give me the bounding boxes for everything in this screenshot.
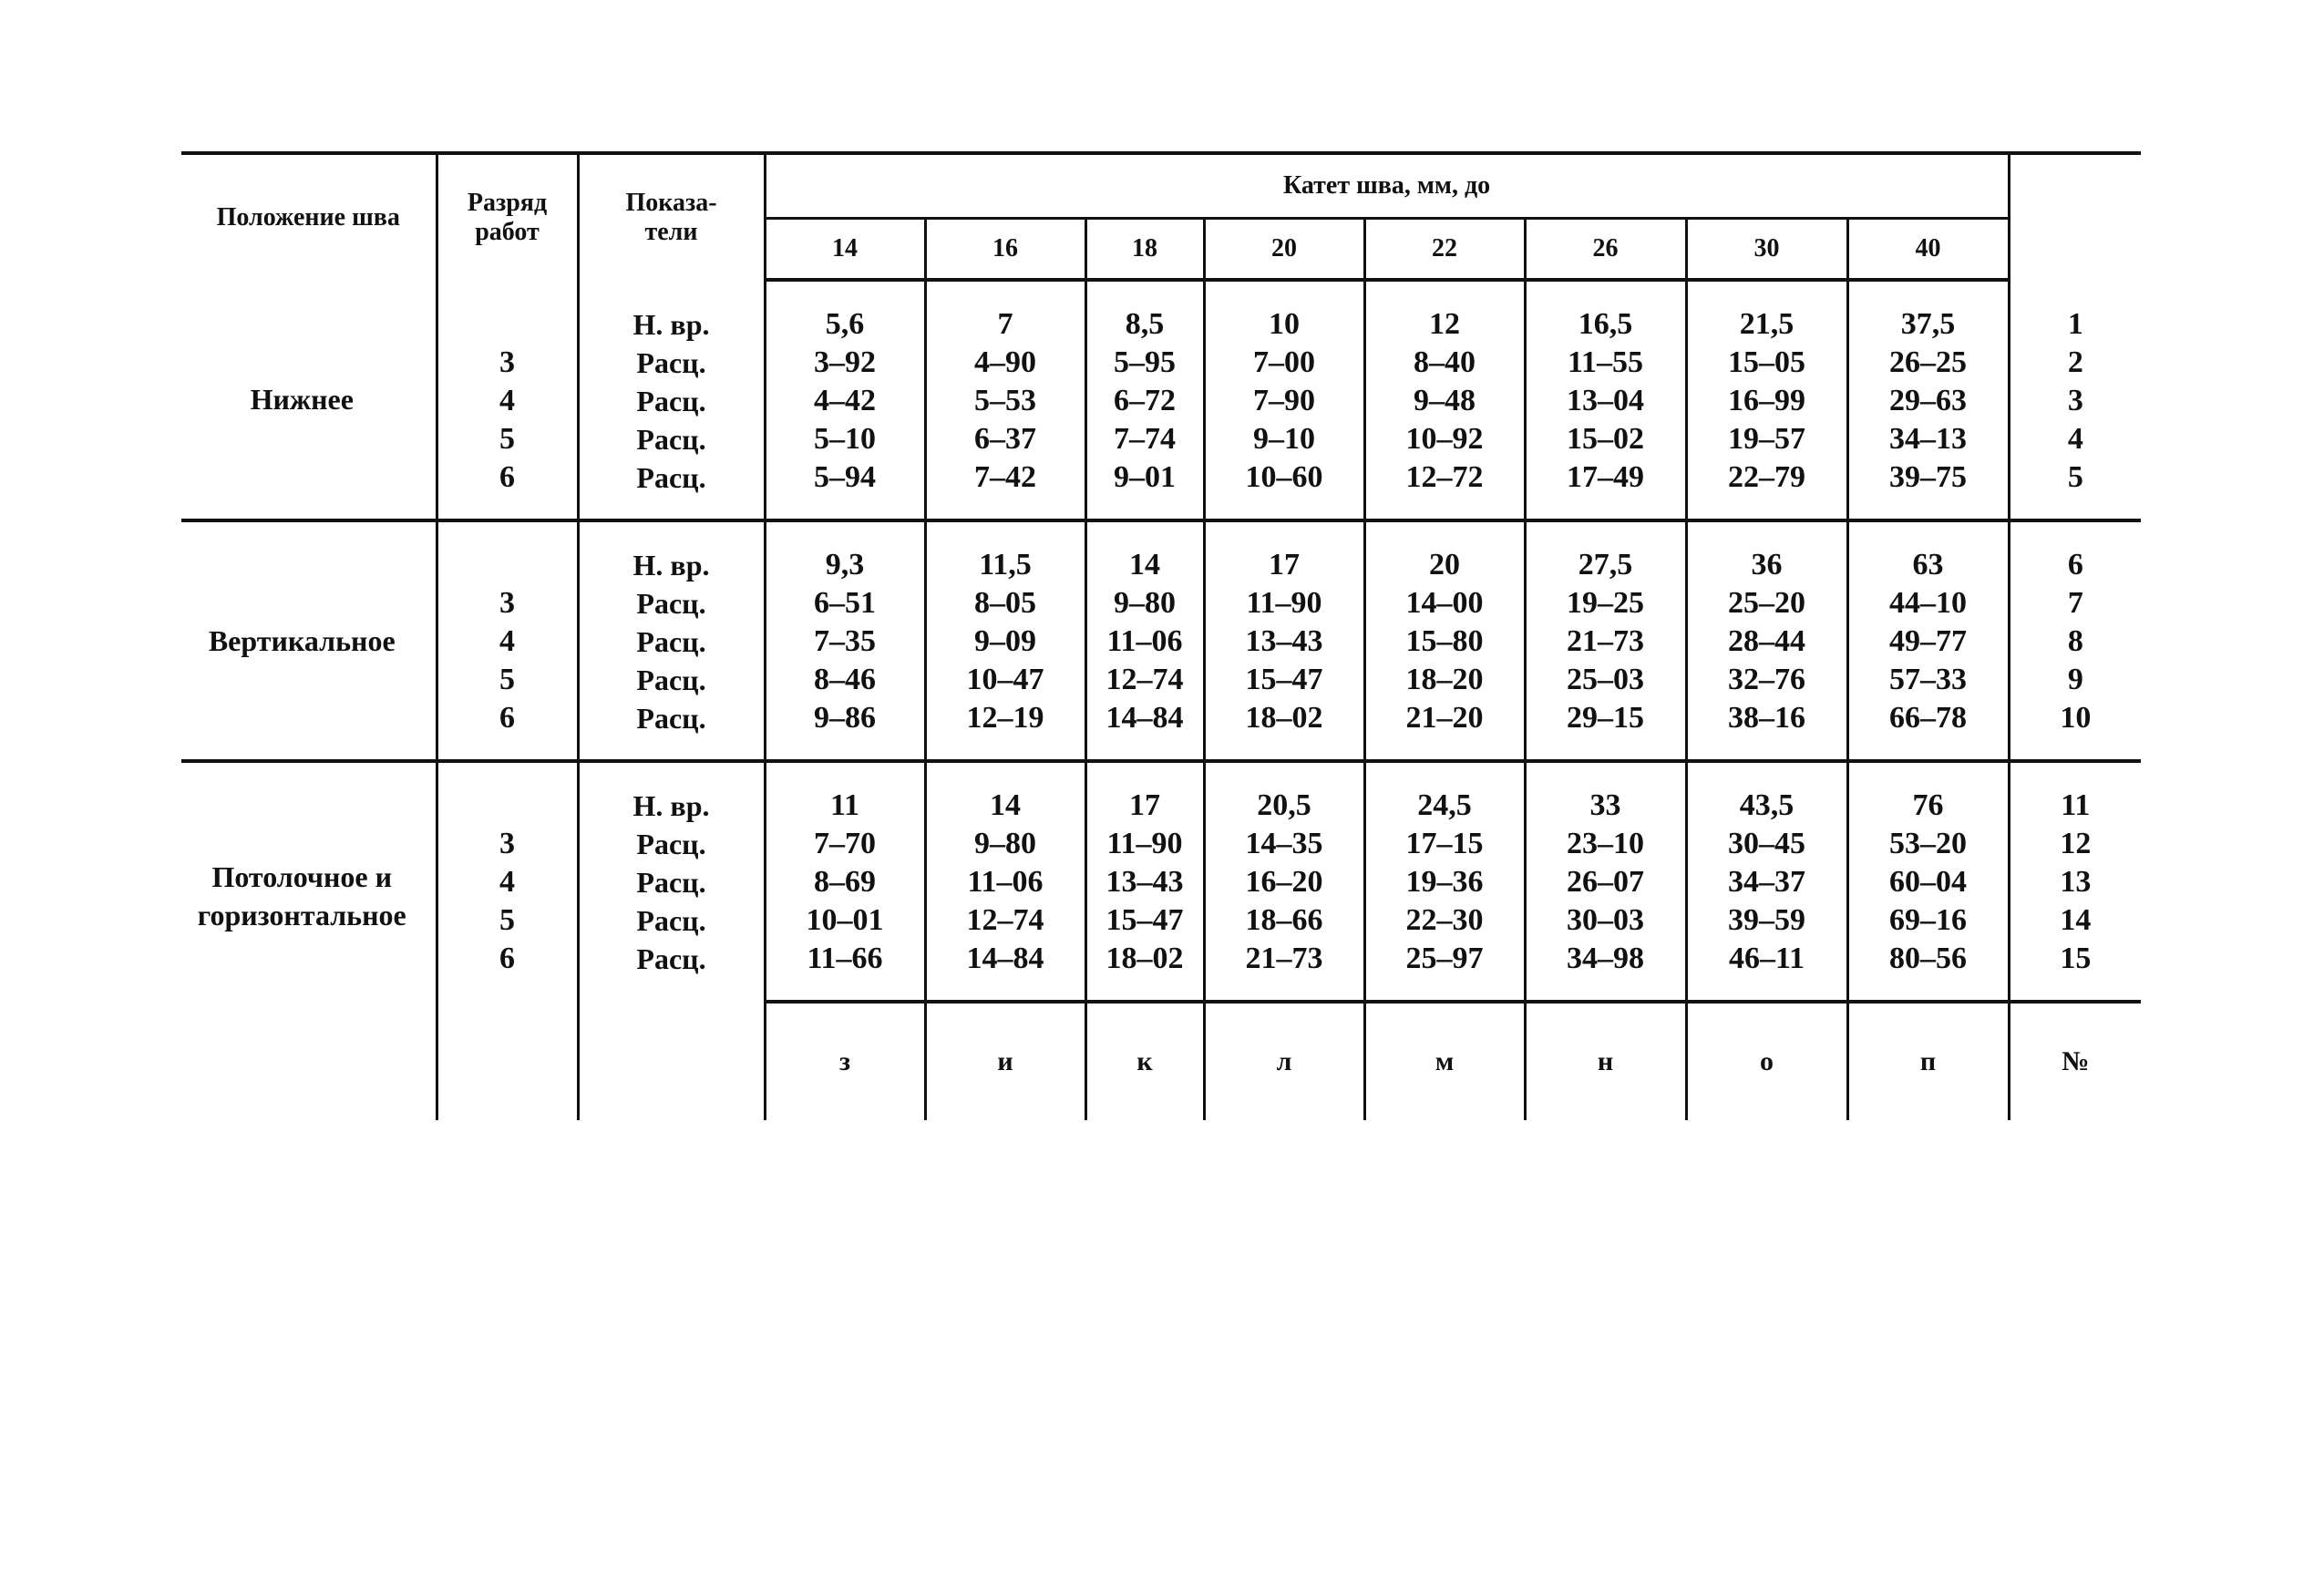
grade-cell: 3 bbox=[437, 825, 578, 863]
value-cell: 15–47 bbox=[1085, 901, 1204, 940]
value-cell: 17–15 bbox=[1364, 825, 1525, 863]
value-cell: 63 bbox=[1847, 546, 2009, 584]
size-header-26: 26 bbox=[1525, 219, 1686, 281]
value-cell: 80–56 bbox=[1847, 940, 2009, 978]
value-cell: 20,5 bbox=[1204, 787, 1364, 825]
value-cell: 10–47 bbox=[925, 661, 1085, 699]
size-header-18: 18 bbox=[1085, 219, 1204, 281]
value-cell: 9–10 bbox=[1204, 420, 1364, 458]
column-letter-cell: з bbox=[765, 1002, 925, 1120]
value-cell: 25–97 bbox=[1364, 940, 1525, 978]
indicator-cell: Н. вр. bbox=[578, 546, 765, 584]
value-cell: 36 bbox=[1686, 546, 1847, 584]
indicator-cell: Расц. bbox=[578, 825, 765, 863]
value-cell: 9–80 bbox=[1085, 584, 1204, 623]
position-label: Вертикальное bbox=[181, 520, 437, 761]
grade-cell bbox=[437, 787, 578, 825]
grade-cell: 5 bbox=[437, 661, 578, 699]
value-cell: 16–99 bbox=[1686, 382, 1847, 420]
header-indicators: Показа-тели bbox=[578, 153, 765, 280]
value-cell: 49–77 bbox=[1847, 623, 2009, 661]
value-cell: 34–37 bbox=[1686, 863, 1847, 901]
value-cell: 4–42 bbox=[765, 382, 925, 420]
value-cell: 27,5 bbox=[1525, 546, 1686, 584]
section-top-spacer bbox=[181, 280, 2141, 305]
grade-cell: 4 bbox=[437, 623, 578, 661]
value-cell: 5–95 bbox=[1085, 344, 1204, 382]
table-header bbox=[181, 153, 2141, 280]
size-header-40: 40 bbox=[1847, 219, 2009, 281]
value-cell: 44–10 bbox=[1847, 584, 2009, 623]
value-cell: 38–16 bbox=[1686, 699, 1847, 737]
column-letter-cell: л bbox=[1204, 1002, 1364, 1120]
column-letter-cell: к bbox=[1085, 1002, 1204, 1120]
value-cell: 21–73 bbox=[1204, 940, 1364, 978]
section-bottom-spacer bbox=[181, 737, 2141, 761]
value-cell: 15–02 bbox=[1525, 420, 1686, 458]
value-cell: 13–04 bbox=[1525, 382, 1686, 420]
section-top-spacer bbox=[181, 761, 2141, 787]
table-row bbox=[181, 661, 2141, 699]
value-cell: 22–79 bbox=[1686, 458, 1847, 497]
indicator-cell: Расц. bbox=[578, 940, 765, 978]
empty-letter-cell bbox=[578, 1002, 765, 1120]
value-cell: 20 bbox=[1364, 546, 1525, 584]
grade-cell: 4 bbox=[437, 863, 578, 901]
value-cell: 9,3 bbox=[765, 546, 925, 584]
size-header-14: 14 bbox=[765, 219, 925, 281]
value-cell: 37,5 bbox=[1847, 305, 2009, 344]
position-label: Потолочное и горизонтальное bbox=[181, 761, 437, 1002]
value-cell: 11–90 bbox=[1085, 825, 1204, 863]
value-cell: 39–59 bbox=[1686, 901, 1847, 940]
value-cell: 13–43 bbox=[1204, 623, 1364, 661]
value-cell: 7–70 bbox=[765, 825, 925, 863]
value-cell: 21,5 bbox=[1686, 305, 1847, 344]
value-cell: 25–20 bbox=[1686, 584, 1847, 623]
section-top-spacer bbox=[181, 520, 2141, 546]
value-cell: 11,5 bbox=[925, 546, 1085, 584]
row-number-cell: 2 bbox=[2067, 345, 2083, 379]
value-cell: 12–72 bbox=[1364, 458, 1525, 497]
value-cell: 17–49 bbox=[1525, 458, 1686, 497]
value-cell: 21–73 bbox=[1525, 623, 1686, 661]
row-number-cell: 10 bbox=[2060, 701, 2092, 735]
size-header-22: 22 bbox=[1364, 219, 1525, 281]
value-cell: 22–30 bbox=[1364, 901, 1525, 940]
indicator-cell: Расц. bbox=[578, 623, 765, 661]
value-cell: 7–42 bbox=[925, 458, 1085, 497]
row-number-cell: 7 bbox=[2067, 586, 2083, 620]
number-sign-cell: № bbox=[2062, 1046, 2090, 1076]
value-cell: 18–02 bbox=[1085, 940, 1204, 978]
value-cell: 60–04 bbox=[1847, 863, 2009, 901]
value-cell: 33 bbox=[1525, 787, 1686, 825]
grade-cell bbox=[437, 305, 578, 344]
size-header-16: 16 bbox=[925, 219, 1085, 281]
section-bottom-spacer bbox=[181, 978, 2141, 1002]
value-cell: 5–94 bbox=[765, 458, 925, 497]
table-row bbox=[181, 940, 2141, 978]
grade-cell: 5 bbox=[437, 420, 578, 458]
row-number-cell: 5 bbox=[2067, 460, 2083, 494]
size-header-20: 20 bbox=[1204, 219, 1364, 281]
value-cell: 14–35 bbox=[1204, 825, 1364, 863]
value-cell: 13–43 bbox=[1085, 863, 1204, 901]
value-cell: 9–86 bbox=[765, 699, 925, 737]
value-cell: 53–20 bbox=[1847, 825, 2009, 863]
grade-cell: 6 bbox=[437, 940, 578, 978]
empty-letter-cell bbox=[181, 1002, 437, 1120]
value-cell: 43,5 bbox=[1686, 787, 1847, 825]
value-cell: 21–20 bbox=[1364, 699, 1525, 737]
value-cell: 12–19 bbox=[925, 699, 1085, 737]
value-cell: 76 bbox=[1847, 787, 2009, 825]
grade-cell: 3 bbox=[437, 344, 578, 382]
table-row bbox=[181, 825, 2141, 863]
indicator-cell: Расц. bbox=[578, 420, 765, 458]
value-cell: 5–53 bbox=[925, 382, 1085, 420]
column-letter-cell: и bbox=[925, 1002, 1085, 1120]
size-header-30: 30 bbox=[1686, 219, 1847, 281]
indicator-cell: Расц. bbox=[578, 584, 765, 623]
table-row bbox=[181, 305, 2141, 344]
row-number-cell: 9 bbox=[2067, 663, 2083, 696]
row-number-cell: 14 bbox=[2060, 903, 2092, 937]
value-cell: 14–84 bbox=[925, 940, 1085, 978]
value-cell: 26–25 bbox=[1847, 344, 2009, 382]
value-cell: 10 bbox=[1204, 305, 1364, 344]
value-cell: 32–76 bbox=[1686, 661, 1847, 699]
row-number-cell: 4 bbox=[2067, 422, 2083, 456]
value-cell: 34–98 bbox=[1525, 940, 1686, 978]
table-row bbox=[181, 546, 2141, 584]
value-cell: 46–11 bbox=[1686, 940, 1847, 978]
header-position: Положение шва bbox=[181, 153, 437, 280]
indicator-cell: Расц. bbox=[578, 458, 765, 497]
indicator-cell: Расц. bbox=[578, 901, 765, 940]
value-cell: 4–90 bbox=[925, 344, 1085, 382]
grade-cell: 4 bbox=[437, 382, 578, 420]
value-cell: 9–48 bbox=[1364, 382, 1525, 420]
row-number-cell: 13 bbox=[2060, 865, 2092, 899]
value-cell: 16–20 bbox=[1204, 863, 1364, 901]
value-cell: 11–06 bbox=[1085, 623, 1204, 661]
value-cell: 10–01 bbox=[765, 901, 925, 940]
value-cell: 18–66 bbox=[1204, 901, 1364, 940]
value-cell: 7–74 bbox=[1085, 420, 1204, 458]
table-row bbox=[181, 382, 2141, 420]
value-cell: 5–10 bbox=[765, 420, 925, 458]
position-label: Нижнее bbox=[181, 280, 437, 520]
value-cell: 18–20 bbox=[1364, 661, 1525, 699]
table-row bbox=[181, 458, 2141, 497]
value-cell: 7–90 bbox=[1204, 382, 1364, 420]
row-number-cell: 6 bbox=[2067, 548, 2083, 582]
value-cell: 14–84 bbox=[1085, 699, 1204, 737]
value-cell: 11–55 bbox=[1525, 344, 1686, 382]
value-cell: 14 bbox=[1085, 546, 1204, 584]
indicator-cell: Расц. bbox=[578, 344, 765, 382]
grade-cell bbox=[437, 546, 578, 584]
value-cell: 19–36 bbox=[1364, 863, 1525, 901]
value-cell: 8–69 bbox=[765, 863, 925, 901]
table-row bbox=[181, 584, 2141, 623]
value-cell: 7 bbox=[925, 305, 1085, 344]
value-cell: 9–01 bbox=[1085, 458, 1204, 497]
value-cell: 9–09 bbox=[925, 623, 1085, 661]
value-cell: 29–15 bbox=[1525, 699, 1686, 737]
value-cell: 17 bbox=[1204, 546, 1364, 584]
value-cell: 15–80 bbox=[1364, 623, 1525, 661]
value-cell: 34–13 bbox=[1847, 420, 2009, 458]
value-cell: 24,5 bbox=[1364, 787, 1525, 825]
value-cell: 16,5 bbox=[1525, 305, 1686, 344]
value-cell: 57–33 bbox=[1847, 661, 2009, 699]
grade-cell: 6 bbox=[437, 699, 578, 737]
value-cell: 66–78 bbox=[1847, 699, 2009, 737]
column-letter-cell: м bbox=[1364, 1002, 1525, 1120]
column-letter-cell: о bbox=[1686, 1002, 1847, 1120]
row-number-cell: 15 bbox=[2060, 942, 2092, 975]
section-bottom-spacer bbox=[181, 497, 2141, 520]
value-cell: 17 bbox=[1085, 787, 1204, 825]
value-cell: 3–92 bbox=[765, 344, 925, 382]
row-number-cell: 11 bbox=[2061, 788, 2091, 822]
value-cell: 10–60 bbox=[1204, 458, 1364, 497]
value-cell: 11 bbox=[765, 787, 925, 825]
value-cell: 8,5 bbox=[1085, 305, 1204, 344]
column-letter-cell: н bbox=[1525, 1002, 1686, 1120]
grade-cell: 3 bbox=[437, 584, 578, 623]
value-cell: 19–57 bbox=[1686, 420, 1847, 458]
value-cell: 6–51 bbox=[765, 584, 925, 623]
indicator-cell: Расц. bbox=[578, 699, 765, 737]
row-number-cell: 12 bbox=[2060, 827, 2092, 860]
indicator-cell: Н. вр. bbox=[578, 787, 765, 825]
value-cell: 15–05 bbox=[1686, 344, 1847, 382]
table-row bbox=[181, 901, 2141, 940]
table-row bbox=[181, 787, 2141, 825]
table-row bbox=[181, 623, 2141, 661]
value-cell: 8–40 bbox=[1364, 344, 1525, 382]
value-cell: 8–46 bbox=[765, 661, 925, 699]
norm-table bbox=[181, 151, 2141, 1120]
value-cell: 6–72 bbox=[1085, 382, 1204, 420]
grade-cell: 5 bbox=[437, 901, 578, 940]
row-number-cell: 3 bbox=[2067, 384, 2083, 417]
value-cell: 69–16 bbox=[1847, 901, 2009, 940]
value-cell: 5,6 bbox=[765, 305, 925, 344]
grade-cell: 6 bbox=[437, 458, 578, 497]
value-cell: 7–35 bbox=[765, 623, 925, 661]
value-cell: 18–02 bbox=[1204, 699, 1364, 737]
value-cell: 14 bbox=[925, 787, 1085, 825]
indicator-cell: Расц. bbox=[578, 863, 765, 901]
column-letter-cell: п bbox=[1847, 1002, 2009, 1120]
empty-letter-cell bbox=[437, 1002, 578, 1120]
value-cell: 11–66 bbox=[765, 940, 925, 978]
indicator-cell: Расц. bbox=[578, 661, 765, 699]
value-cell: 23–10 bbox=[1525, 825, 1686, 863]
value-cell: 11–90 bbox=[1204, 584, 1364, 623]
column-letter-row bbox=[181, 1002, 2141, 1120]
value-cell: 9–80 bbox=[925, 825, 1085, 863]
value-cell: 30–03 bbox=[1525, 901, 1686, 940]
table-body bbox=[181, 280, 2141, 1120]
value-cell: 11–06 bbox=[925, 863, 1085, 901]
table-row bbox=[181, 699, 2141, 737]
value-cell: 30–45 bbox=[1686, 825, 1847, 863]
value-cell: 25–03 bbox=[1525, 661, 1686, 699]
value-cell: 19–25 bbox=[1525, 584, 1686, 623]
table-row bbox=[181, 420, 2141, 458]
value-cell: 26–07 bbox=[1525, 863, 1686, 901]
value-cell: 15–47 bbox=[1204, 661, 1364, 699]
table-row bbox=[181, 344, 2141, 382]
header-grade: Разряд работ bbox=[437, 153, 578, 280]
indicator-cell: Н. вр. bbox=[578, 305, 765, 344]
value-cell: 29–63 bbox=[1847, 382, 2009, 420]
value-cell: 7–00 bbox=[1204, 344, 1364, 382]
header-kat: Катет шва, мм, до bbox=[765, 153, 2009, 219]
row-number-cell: 8 bbox=[2067, 624, 2083, 658]
value-cell: 12–74 bbox=[925, 901, 1085, 940]
value-cell: 12–74 bbox=[1085, 661, 1204, 699]
value-cell: 39–75 bbox=[1847, 458, 2009, 497]
value-cell: 8–05 bbox=[925, 584, 1085, 623]
indicator-cell: Расц. bbox=[578, 382, 765, 420]
row-number-cell: 1 bbox=[2067, 307, 2083, 341]
value-cell: 14–00 bbox=[1364, 584, 1525, 623]
value-cell: 12 bbox=[1364, 305, 1525, 344]
value-cell: 28–44 bbox=[1686, 623, 1847, 661]
table-row bbox=[181, 863, 2141, 901]
value-cell: 10–92 bbox=[1364, 420, 1525, 458]
header-number-blank bbox=[2009, 153, 2141, 280]
value-cell: 6–37 bbox=[925, 420, 1085, 458]
